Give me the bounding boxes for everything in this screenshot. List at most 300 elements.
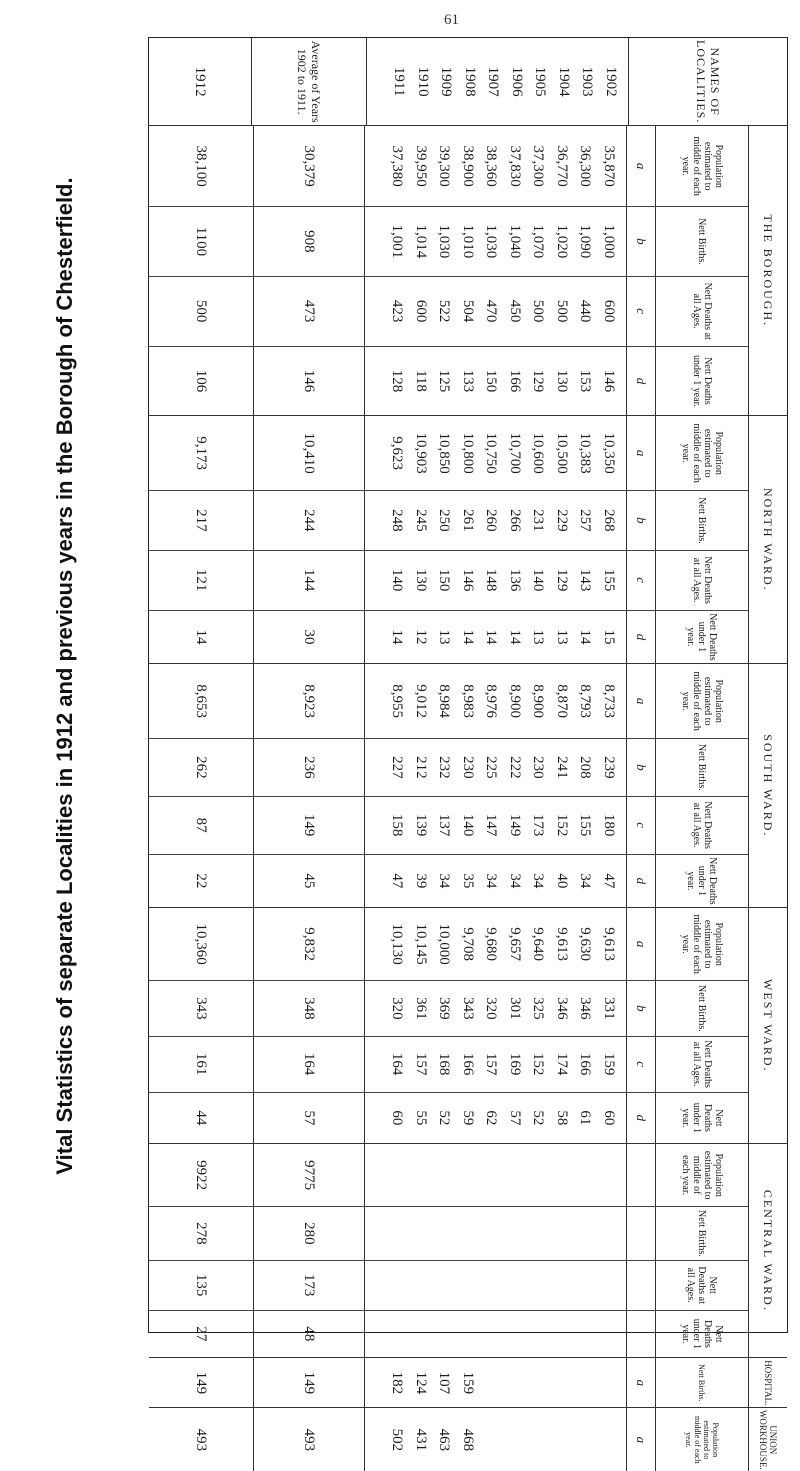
cell: 133 xyxy=(460,369,476,393)
group-name: WEST WARD. xyxy=(748,908,787,1143)
cell: 13 xyxy=(530,629,547,645)
subheader-deaths: Nett Deaths at all Ages. xyxy=(655,797,748,854)
y1912-cell: 44 xyxy=(193,1110,210,1126)
group-name: THE BOROUGH. xyxy=(748,126,787,415)
cell: 152 xyxy=(530,1052,547,1076)
col-infant xyxy=(149,1092,748,1144)
y1912-cell: 38,100 xyxy=(193,145,210,187)
year-cell: 1910 xyxy=(415,66,431,97)
symbol: b xyxy=(626,491,655,550)
cell: 173 xyxy=(530,813,547,837)
avg-cell: 493 xyxy=(253,1408,364,1471)
cell: 502 xyxy=(389,1428,406,1452)
cell: 261 xyxy=(460,509,476,532)
cell: 118 xyxy=(413,369,429,392)
col-population xyxy=(149,1144,748,1206)
group-the-borough xyxy=(149,125,787,415)
cell xyxy=(503,1358,527,1407)
cell: 9,680 xyxy=(483,927,500,962)
cell: 150 xyxy=(483,369,500,393)
cell: 125 xyxy=(436,369,453,393)
cell: 10,383 xyxy=(577,432,594,474)
cell xyxy=(526,1408,550,1471)
col-deaths xyxy=(149,796,748,854)
cell: 180 xyxy=(601,813,617,837)
cell: 39,950 xyxy=(413,145,429,187)
cell xyxy=(550,1408,574,1471)
page-title: Vital Statistics of separate Localities in 1912 and previous years in the Borough of Chesterfield. xyxy=(52,177,77,1175)
y1912-cell: 217 xyxy=(193,509,210,532)
cell: 52 xyxy=(530,1110,547,1126)
y1912-cell: 121 xyxy=(193,568,210,592)
cell: 10,500 xyxy=(554,432,570,474)
y1912-cell: 27 xyxy=(193,1326,210,1342)
symbol xyxy=(626,1261,655,1310)
year-list xyxy=(366,38,628,125)
avg-cell: 173 xyxy=(253,1261,364,1310)
avg-cell: 9,832 xyxy=(253,908,364,980)
cell: 239 xyxy=(601,756,617,779)
cell: 10,750 xyxy=(483,432,500,474)
cell: 10,000 xyxy=(436,923,453,965)
cell: 130 xyxy=(554,369,570,393)
subheader-infant: Nett Deaths under 1 year. xyxy=(655,611,748,664)
cell: 8,900 xyxy=(530,684,547,719)
group-name: HOSPITAL. xyxy=(748,1358,787,1407)
cell: 47 xyxy=(389,873,406,889)
cell: 8,983 xyxy=(460,684,476,719)
cell: 450 xyxy=(507,299,523,323)
group-name: CENTRAL WARD. xyxy=(748,1144,787,1357)
avg-cell: 146 xyxy=(253,347,364,416)
statistics-table xyxy=(148,37,788,1470)
cell: 250 xyxy=(436,509,453,532)
col-births xyxy=(149,1358,748,1407)
avg-cell: 149 xyxy=(253,1358,364,1407)
y1912-cell: 135 xyxy=(193,1273,210,1297)
y1912-cell: 14 xyxy=(193,629,210,645)
symbol xyxy=(626,1311,655,1358)
cell: 8,955 xyxy=(389,684,406,719)
cell: 241 xyxy=(554,756,570,779)
subheader-deaths: Nett Deaths at all Ages. xyxy=(655,1037,748,1092)
cell: 225 xyxy=(483,756,500,779)
cell: 522 xyxy=(436,299,453,323)
symbol: a xyxy=(626,1408,655,1471)
cell: 10,600 xyxy=(530,432,547,474)
cell: 8,984 xyxy=(436,684,453,719)
y1912-cell: 262 xyxy=(193,756,210,779)
cell: 257 xyxy=(577,509,594,532)
y1912-cell: 106 xyxy=(193,369,210,393)
empty-data xyxy=(364,1207,626,1260)
group-name: UNION WORKHOUSE. xyxy=(748,1408,787,1471)
cell: 107 xyxy=(436,1371,453,1395)
col-deaths xyxy=(149,276,748,346)
cell: 157 xyxy=(483,1052,500,1076)
cell: 166 xyxy=(460,1052,476,1076)
cell: 14 xyxy=(507,629,523,645)
table-container xyxy=(148,37,788,1470)
cell: 9,640 xyxy=(530,927,547,962)
cell: 10,800 xyxy=(460,432,476,474)
cell: 13 xyxy=(436,629,453,645)
cell: 8,976 xyxy=(483,684,500,719)
cell: 182 xyxy=(389,1371,406,1395)
year-cell: 1905 xyxy=(532,66,549,97)
subheader-deaths: Nett Deaths at all Ages. xyxy=(655,1261,748,1310)
symbol: a xyxy=(626,1358,655,1407)
symbol: a xyxy=(626,126,655,206)
cell: 166 xyxy=(577,1052,594,1076)
subheader-population: Population estimated to middle of each year. xyxy=(655,1144,748,1206)
cell: 1,040 xyxy=(507,224,523,259)
cell: 369 xyxy=(436,997,453,1020)
cell: 37,300 xyxy=(530,145,547,187)
cell: 39 xyxy=(413,873,429,889)
cell: 130 xyxy=(413,568,429,592)
cell: 34 xyxy=(483,873,500,889)
empty-data xyxy=(364,1144,626,1206)
cell: 140 xyxy=(530,568,547,592)
cell: 37,830 xyxy=(507,145,523,187)
col-population xyxy=(149,126,748,206)
cell: 158 xyxy=(389,813,406,837)
group-name: SOUTH WARD. xyxy=(748,664,787,907)
cell: 35 xyxy=(460,873,476,889)
cell: 212 xyxy=(413,756,429,779)
cell: 8,900 xyxy=(507,684,523,719)
cell: 346 xyxy=(554,997,570,1020)
symbol: b xyxy=(626,207,655,276)
y1912-cell: 1100 xyxy=(193,226,210,257)
cell: 8,870 xyxy=(554,684,570,719)
cell: 1,030 xyxy=(483,224,500,259)
subheader-births: Nett Births. xyxy=(655,1358,748,1407)
symbol: a xyxy=(626,416,655,490)
cell: 60 xyxy=(389,1110,406,1126)
cell: 1,010 xyxy=(460,224,476,259)
cell: 35,870 xyxy=(601,145,617,187)
symbol: b xyxy=(626,981,655,1036)
cell: 38,360 xyxy=(483,145,500,187)
cell: 52 xyxy=(436,1110,453,1126)
cell xyxy=(573,1408,597,1471)
avg-cell: 473 xyxy=(253,277,364,346)
year-cell: 1909 xyxy=(438,66,455,97)
cell: 12 xyxy=(413,629,429,645)
y1912-cell: 500 xyxy=(193,299,210,323)
cell: 463 xyxy=(436,1428,453,1452)
avg-cell: 348 xyxy=(253,981,364,1036)
cell: 174 xyxy=(554,1052,570,1076)
avg-cell: 48 xyxy=(253,1311,364,1358)
cell xyxy=(550,1358,574,1407)
cell: 37,380 xyxy=(389,145,406,187)
cell: 500 xyxy=(530,299,547,323)
cell xyxy=(479,1408,503,1471)
empty-data xyxy=(364,1311,626,1358)
cell: 1,090 xyxy=(577,224,594,259)
symbol: c xyxy=(626,797,655,854)
avg-cell: 9775 xyxy=(253,1144,364,1206)
cell: 431 xyxy=(413,1428,429,1452)
subheader-infant: Nett Deaths under 1 year. xyxy=(655,347,748,416)
symbol: c xyxy=(626,277,655,346)
cell: 9,708 xyxy=(460,927,476,962)
header-names-of-localities: NAMES OF LOCALITIES. xyxy=(628,38,787,125)
cell: 146 xyxy=(601,369,617,393)
cell: 153 xyxy=(577,369,594,393)
col-births xyxy=(149,738,748,796)
cell: 227 xyxy=(389,756,406,779)
cell: 1,000 xyxy=(601,224,617,259)
cell: 39,300 xyxy=(436,145,453,187)
cell: 14 xyxy=(577,629,594,645)
cell: 55 xyxy=(413,1110,429,1126)
cell: 1,014 xyxy=(413,224,429,259)
cell: 222 xyxy=(507,756,523,779)
cell: 124 xyxy=(413,1371,429,1395)
cell: 600 xyxy=(601,299,617,323)
cell: 129 xyxy=(554,568,570,592)
symbol: d xyxy=(626,855,655,908)
cell: 148 xyxy=(483,568,500,592)
symbol: d xyxy=(626,347,655,416)
cell: 10,350 xyxy=(601,432,617,474)
cell: 13 xyxy=(554,629,570,645)
cell: 248 xyxy=(389,509,406,532)
cell: 34 xyxy=(577,873,594,889)
cell: 15 xyxy=(601,629,617,645)
cell: 9,012 xyxy=(413,684,429,719)
col-infant xyxy=(149,854,748,908)
average-label: Average of Years 1902 to 1911. xyxy=(251,38,366,125)
cell: 128 xyxy=(389,369,406,393)
symbol xyxy=(626,1207,655,1260)
y1912-cell: 10,360 xyxy=(193,923,210,965)
avg-cell: 244 xyxy=(253,491,364,550)
cell: 423 xyxy=(389,299,406,323)
year-cell: 1902 xyxy=(603,66,619,97)
avg-cell: 30,379 xyxy=(253,126,364,206)
column-year xyxy=(149,38,787,125)
cell: 159 xyxy=(460,1371,476,1395)
cell: 1,020 xyxy=(554,224,570,259)
cell: 10,145 xyxy=(413,923,429,965)
cell: 10,700 xyxy=(507,432,523,474)
cell: 129 xyxy=(530,369,547,393)
cell: 60 xyxy=(601,1110,617,1126)
cell xyxy=(479,1358,503,1407)
subheader-population: Population estimated to middle of each year. xyxy=(655,908,748,980)
cell: 331 xyxy=(601,997,617,1020)
cell: 1,001 xyxy=(389,224,406,259)
cell: 155 xyxy=(577,813,594,837)
group-south-ward xyxy=(149,663,787,907)
cell: 231 xyxy=(530,509,547,532)
cell: 9,657 xyxy=(507,927,523,962)
col-infant xyxy=(149,346,748,416)
subheader-population: Population estimated to middle of each year. xyxy=(655,126,748,206)
avg-cell: 149 xyxy=(253,797,364,854)
cell: 14 xyxy=(483,629,500,645)
subheader-births: Nett Births. xyxy=(655,981,748,1036)
cell: 10,850 xyxy=(436,432,453,474)
subheader-births: Nett Births. xyxy=(655,1207,748,1260)
year-cell: 1904 xyxy=(556,66,572,97)
cell: 230 xyxy=(460,756,476,779)
title-area xyxy=(0,0,130,1354)
col-population xyxy=(149,416,748,490)
cell: 320 xyxy=(483,997,500,1020)
subheader-deaths: Nett Deaths at all Ages. xyxy=(655,277,748,346)
col-births xyxy=(149,980,748,1036)
cell xyxy=(597,1408,621,1471)
cell: 470 xyxy=(483,299,500,323)
cell: 34 xyxy=(530,873,547,889)
cell: 500 xyxy=(554,299,570,323)
cell: 166 xyxy=(507,369,523,393)
subheader-infant: Nett Deaths under 1 year. xyxy=(655,1093,748,1144)
cell: 47 xyxy=(601,873,617,889)
cell xyxy=(526,1358,550,1407)
cell: 8,733 xyxy=(601,684,617,719)
symbol: b xyxy=(626,739,655,796)
avg-cell: 280 xyxy=(253,1207,364,1260)
cell: 1,070 xyxy=(530,224,547,259)
cell: 343 xyxy=(460,997,476,1020)
cell: 150 xyxy=(436,568,453,592)
y1912-cell: 22 xyxy=(193,873,210,889)
cell: 230 xyxy=(530,756,547,779)
y1912-cell: 161 xyxy=(193,1052,210,1076)
y1912-cell: 278 xyxy=(193,1222,210,1245)
cell: 164 xyxy=(389,1052,406,1076)
cell: 266 xyxy=(507,509,523,532)
cell: 9,613 xyxy=(601,927,617,962)
col-deaths xyxy=(149,1036,748,1092)
cell: 140 xyxy=(460,813,476,837)
y1912-cell: 87 xyxy=(193,817,210,833)
subheader-infant: Nett Deaths under 1 year. xyxy=(655,1311,748,1358)
cell: 137 xyxy=(436,813,453,837)
group-union-workhouse xyxy=(149,1407,787,1471)
cell: 146 xyxy=(460,568,476,592)
cell: 232 xyxy=(436,756,453,779)
avg-cell: 236 xyxy=(253,739,364,796)
symbol: d xyxy=(626,1093,655,1144)
cell: 155 xyxy=(601,568,617,592)
cell: 361 xyxy=(413,997,429,1020)
cell: 36,770 xyxy=(554,145,570,187)
cell: 140 xyxy=(389,568,406,592)
subheader-deaths: Nett Deaths at all Ages. xyxy=(655,551,748,610)
y1912-cell: 149 xyxy=(193,1371,210,1395)
cell: 10,903 xyxy=(413,432,429,474)
symbol: a xyxy=(626,908,655,980)
cell xyxy=(573,1358,597,1407)
cell: 10,130 xyxy=(389,923,406,965)
cell: 157 xyxy=(413,1052,429,1076)
subheader-population: Population estimated to middle of each year. xyxy=(655,416,748,490)
cell: 159 xyxy=(601,1052,617,1076)
col-births xyxy=(149,1206,748,1260)
page-number: 61 xyxy=(444,12,459,28)
col-infant xyxy=(149,610,748,664)
avg-cell: 45 xyxy=(253,855,364,908)
cell: 301 xyxy=(507,997,523,1020)
cell: 268 xyxy=(601,509,617,532)
cell: 168 xyxy=(436,1052,453,1076)
cell: 440 xyxy=(577,299,594,323)
subheader-population: Population estimated to middle of each year. xyxy=(655,1408,748,1471)
symbol: d xyxy=(626,611,655,664)
avg-cell: 8,923 xyxy=(253,664,364,738)
year-cell: 1907 xyxy=(485,66,502,97)
year-cell: 1906 xyxy=(509,66,525,97)
col-population xyxy=(149,1408,748,1471)
subheader-births: Nett Births. xyxy=(655,207,748,276)
cell: 59 xyxy=(460,1110,476,1126)
cell: 38,900 xyxy=(460,145,476,187)
cell: 600 xyxy=(413,299,429,323)
cell: 57 xyxy=(507,1110,523,1126)
cell xyxy=(503,1408,527,1471)
subheader-population: Population estimated to middle of each year. xyxy=(655,664,748,738)
group-hospital xyxy=(149,1357,787,1407)
cell: 14 xyxy=(389,629,406,645)
cell: 260 xyxy=(483,509,500,532)
col-population xyxy=(149,908,748,980)
y1912-cell: 343 xyxy=(193,997,210,1020)
group-central-ward xyxy=(149,1143,787,1357)
group-name: NORTH WARD. xyxy=(748,416,787,663)
cell: 169 xyxy=(507,1052,523,1076)
cell: 34 xyxy=(507,873,523,889)
symbol xyxy=(626,1144,655,1206)
group-north-ward xyxy=(149,415,787,663)
cell: 152 xyxy=(554,813,570,837)
cell: 136 xyxy=(507,568,523,592)
cell: 147 xyxy=(483,813,500,837)
cell: 58 xyxy=(554,1110,570,1126)
cell: 143 xyxy=(577,568,594,592)
y1912-cell: 493 xyxy=(193,1428,210,1452)
col-infant xyxy=(149,1310,748,1358)
y1912-cell: 9,173 xyxy=(193,436,210,471)
cell: 245 xyxy=(413,509,429,532)
cell: 139 xyxy=(413,813,429,837)
cell: 9,630 xyxy=(577,927,594,962)
cell: 36,300 xyxy=(577,145,594,187)
cell: 14 xyxy=(460,629,476,645)
cell: 62 xyxy=(483,1110,500,1126)
subheader-births: Nett Births. xyxy=(655,739,748,796)
cell: 229 xyxy=(554,509,570,532)
cell: 9,613 xyxy=(554,927,570,962)
cell: 320 xyxy=(389,997,406,1020)
cell: 34 xyxy=(436,873,453,889)
cell: 9,623 xyxy=(389,436,406,471)
avg-cell: 144 xyxy=(253,551,364,610)
avg-cell: 10,410 xyxy=(253,416,364,490)
cell: 40 xyxy=(554,873,570,889)
cell: 61 xyxy=(577,1110,594,1126)
avg-cell: 164 xyxy=(253,1037,364,1092)
y1912-cell: 8,653 xyxy=(193,684,210,719)
year-cell: 1903 xyxy=(579,66,596,97)
